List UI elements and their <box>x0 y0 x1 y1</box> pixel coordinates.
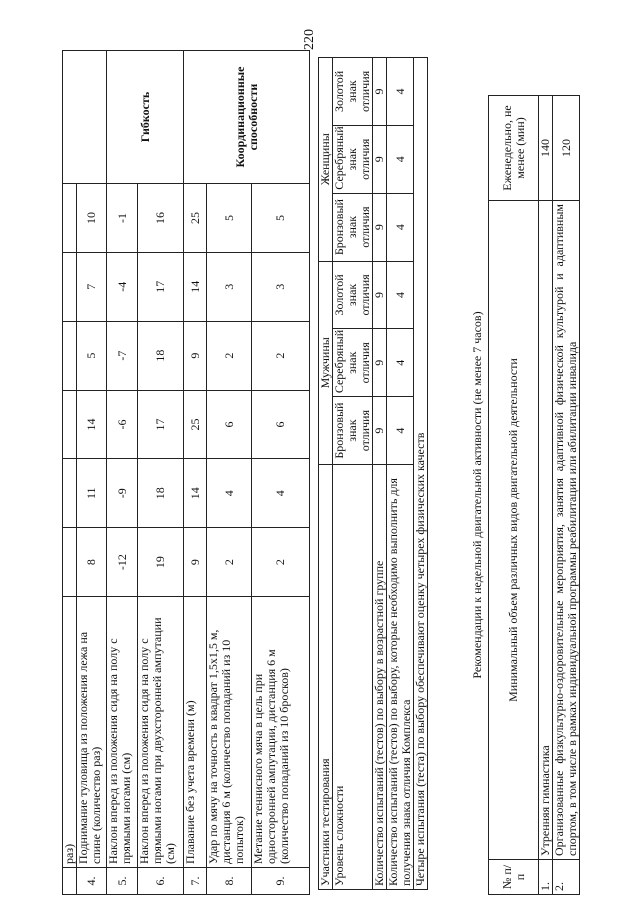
table-row: 9. Метание теннисного мяча в цель при односторонней ампутации, дистанция 6 м (количество попаданий из 10 бросков) 2 4 6 2 3 5 <box>252 51 310 895</box>
footer-note: Четыре испытания (теста) по выбору обеспечивают оценку четырех физических качеств <box>414 58 428 890</box>
quality-cell-empty <box>63 51 107 184</box>
table-header-row: № п/п Минимальный объем различных видов двигательной деятельности Еженедельно, не менее (мин) <box>489 96 539 895</box>
men-header: Мужчины <box>319 261 333 464</box>
table-row: Количество испытаний (тестов) по выбору, которые необходимо выполнить для получения знака отличия Комплекса 4 4 4 4 4 4 <box>387 58 414 890</box>
table-row: Участники тестирования Мужчины Женщины <box>319 58 333 890</box>
table-row <box>414 58 428 890</box>
table-row: 1. Утренняя гимнастика 140 <box>539 96 553 895</box>
table-row: 2. Организованные физкультурно-оздоровительные мероприятия, занятия адаптивной физической культурой и адаптивным спортом, в том числе в рамках индивидуальной программы реабилитации или абилитации инвалида 120 <box>553 96 580 895</box>
continuation-text: раз) <box>63 597 77 868</box>
standards-table <box>62 50 310 895</box>
page-number: 220 <box>302 29 317 50</box>
table-row: 6. Наклон вперед из положения сидя на полу с прямыми ногами при двухсторонней ампутации (см) 19 18 17 18 17 16 <box>138 51 184 895</box>
quality-coordination: Координационные способности <box>184 51 310 184</box>
quality-flexibility: Гибкость <box>107 51 184 184</box>
weekly-activity-table <box>488 95 580 895</box>
table-row: 8. Удар по мячу на точность в квадрат 1,5х1,5 м, дистанция 6 м (количество попаданий из 10 попыток) 2 4 6 2 3 5 <box>207 51 252 895</box>
table-row <box>63 51 77 895</box>
table-row: 5. Наклон вперед из положения сидя на полу с прямыми ногами (см) -12 -9 -6 -7 -4 -1 Гибкость <box>107 51 138 895</box>
women-header: Женщины <box>319 58 333 262</box>
table-row: 7. Плавание без учета времени (м) 9 14 25 9 14 25 Координационные способности <box>184 51 207 895</box>
test-count-table <box>318 57 428 890</box>
table-row: Уровень сложности Бронзовый знак отличия Серебряный знак отличия Золотой знак отличия Бронзовый знак отличия Серебряный знак отличия Золотой знак отличия <box>333 58 373 890</box>
table-row: 4. Поднимание туловища из положения лежа на спине (количество раз) 8 11 14 5 7 10 <box>77 51 107 895</box>
section-title: Рекомендации к недельной двигательной активности (не менее 7 часов) <box>470 311 484 679</box>
table-row: Количество испытаний (тестов) по выбору в возрастной группе 9 9 9 9 9 9 <box>373 58 387 890</box>
